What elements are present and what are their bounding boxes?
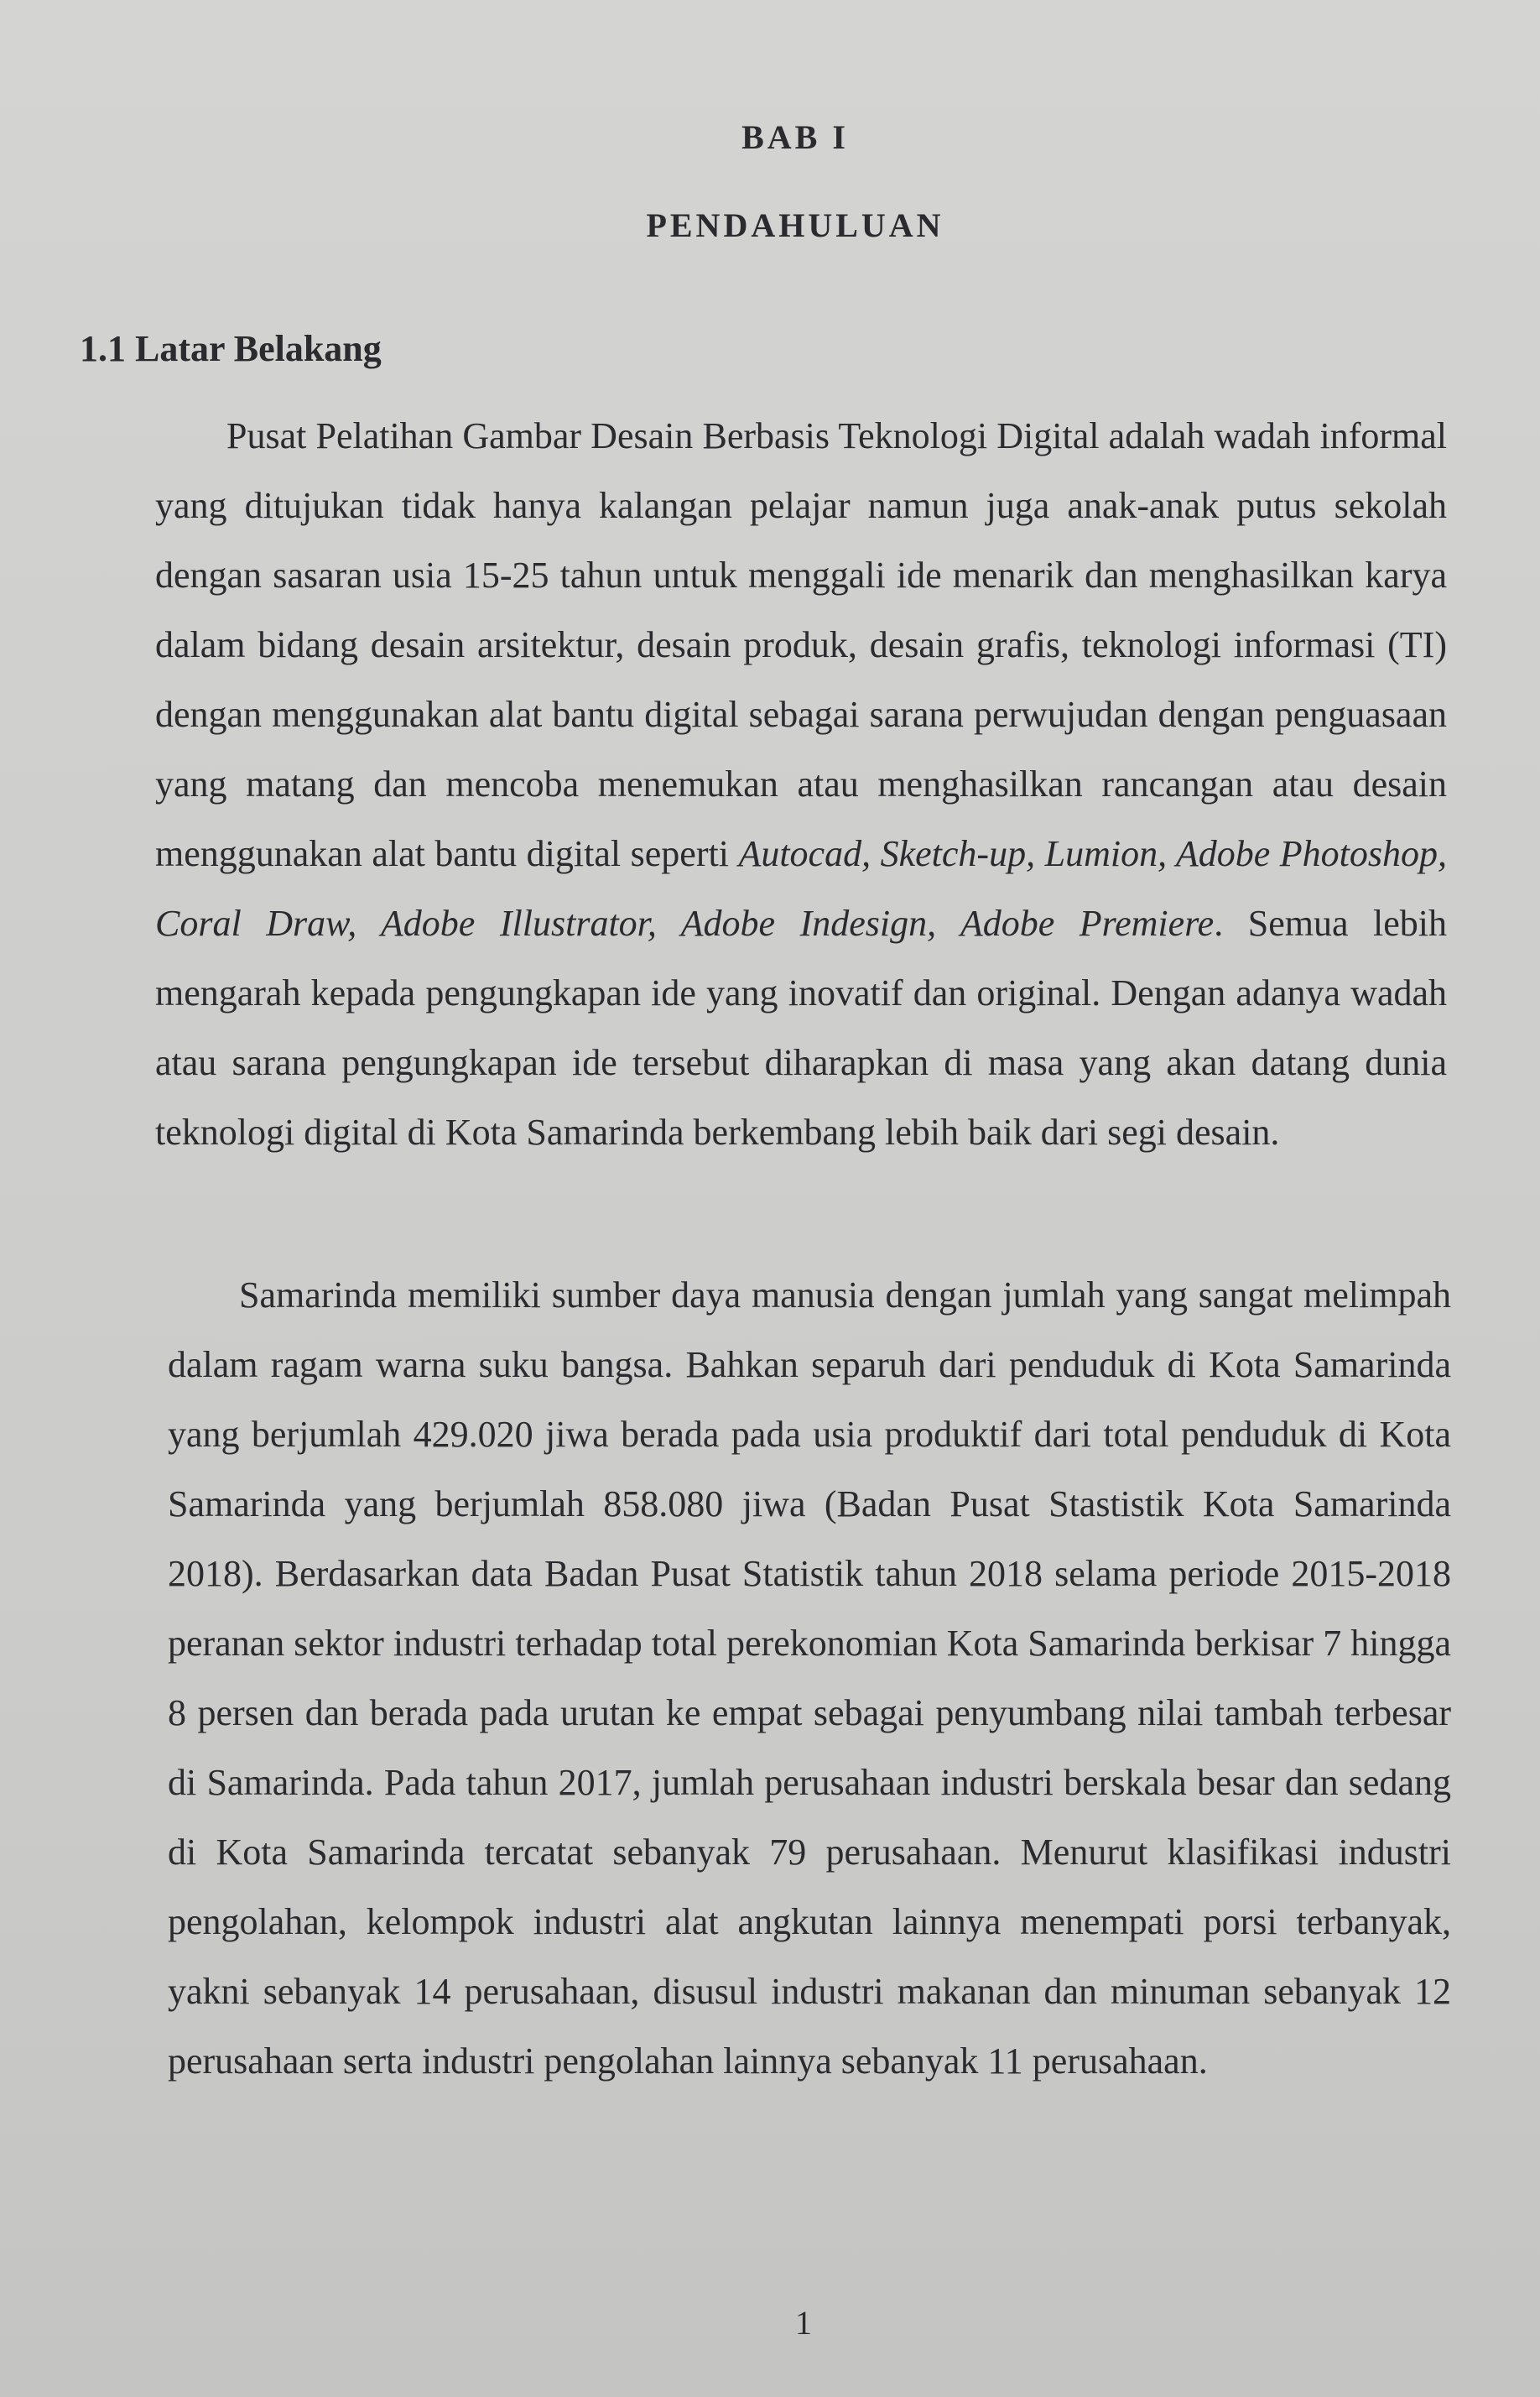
page-number: 1 <box>795 2304 812 2342</box>
software-list: Autocad, Sketch-up, Lumion, Adobe Photoshop, Coral Draw, Adobe Illustrator, Adobe Indesign, Adobe Premiere <box>155 833 1447 944</box>
paragraph-1-tail: . Semua lebih mengarah kepada pengungkapan ide yang inovatif dan original. Dengan adanya wadah atau sarana pengungkapan ide tersebut diharapkan di masa yang akan datang dunia teknologi digital di Kota Samarinda berkembang lebih baik dari segi desain. <box>155 903 1448 1153</box>
chapter-title: PENDAHULUAN <box>646 206 944 244</box>
chapter-label: BAB I <box>741 118 849 156</box>
paragraph-2-text: Samarinda memiliki sumber daya manusia dengan jumlah yang sangat melimpah dalam ragam warna suku bangsa. Bahkan separuh dari penduduk di Kota Samarinda yang berjumlah 429.020 jiwa berada pada usia produktif dari total penduduk di Kota Samarinda yang berjumlah 858.080 jiwa (Badan Pusat Stastistik Kota Samarinda 2018). Berdasarkan data Badan Pusat Statistik tahun 2018 selama periode 2015-2018 peranan sektor industri terhadap total perekonomian Kota Samarinda berkisar 7 hingga 8 persen dan berada pada urutan ke empat sebagai penyumbang nilai tambah terbesar di Samarinda. Pada tahun 2017, jumlah perusahaan industri berskala besar dan sedang di Kota Samarinda tercatat sebanyak 79 perusahaan. Menurut klasifikasi industri pengolahan, kelompok industri alat angkutan lainnya menempati porsi terbanyak, yakni sebanyak 14 perusahaan, disusul industri makanan dan minuman sebanyak 12 perusahaan serta industri pengolahan lainnya sebanyak 11 perusahaan. <box>168 1274 1451 2082</box>
paragraph-1-lead: Pusat Pelatihan Gambar Desain Berbasis Teknologi Digital adalah wadah informal yang ditujukan tidak hanya kalangan pelajar namun juga anak-anak putus sekolah dengan sasaran usia 15-25 tahun untuk menggali ide menarik dan menghasilkan karya dalam bidang desain arsitektur, desain produk, desain grafis, teknologi informasi (TI) dengan menggunakan alat bantu digital sebagai sarana perwujudan dengan penguasaan yang matang dan mencoba menemukan atau menghasilkan rancangan atau desain menggunakan alat bantu digital seperti <box>155 415 1447 874</box>
section-heading: 1.1 Latar Belakang <box>80 328 382 369</box>
paragraph-background <box>155 401 1447 1167</box>
paragraph-samarinda <box>168 1260 1451 2096</box>
